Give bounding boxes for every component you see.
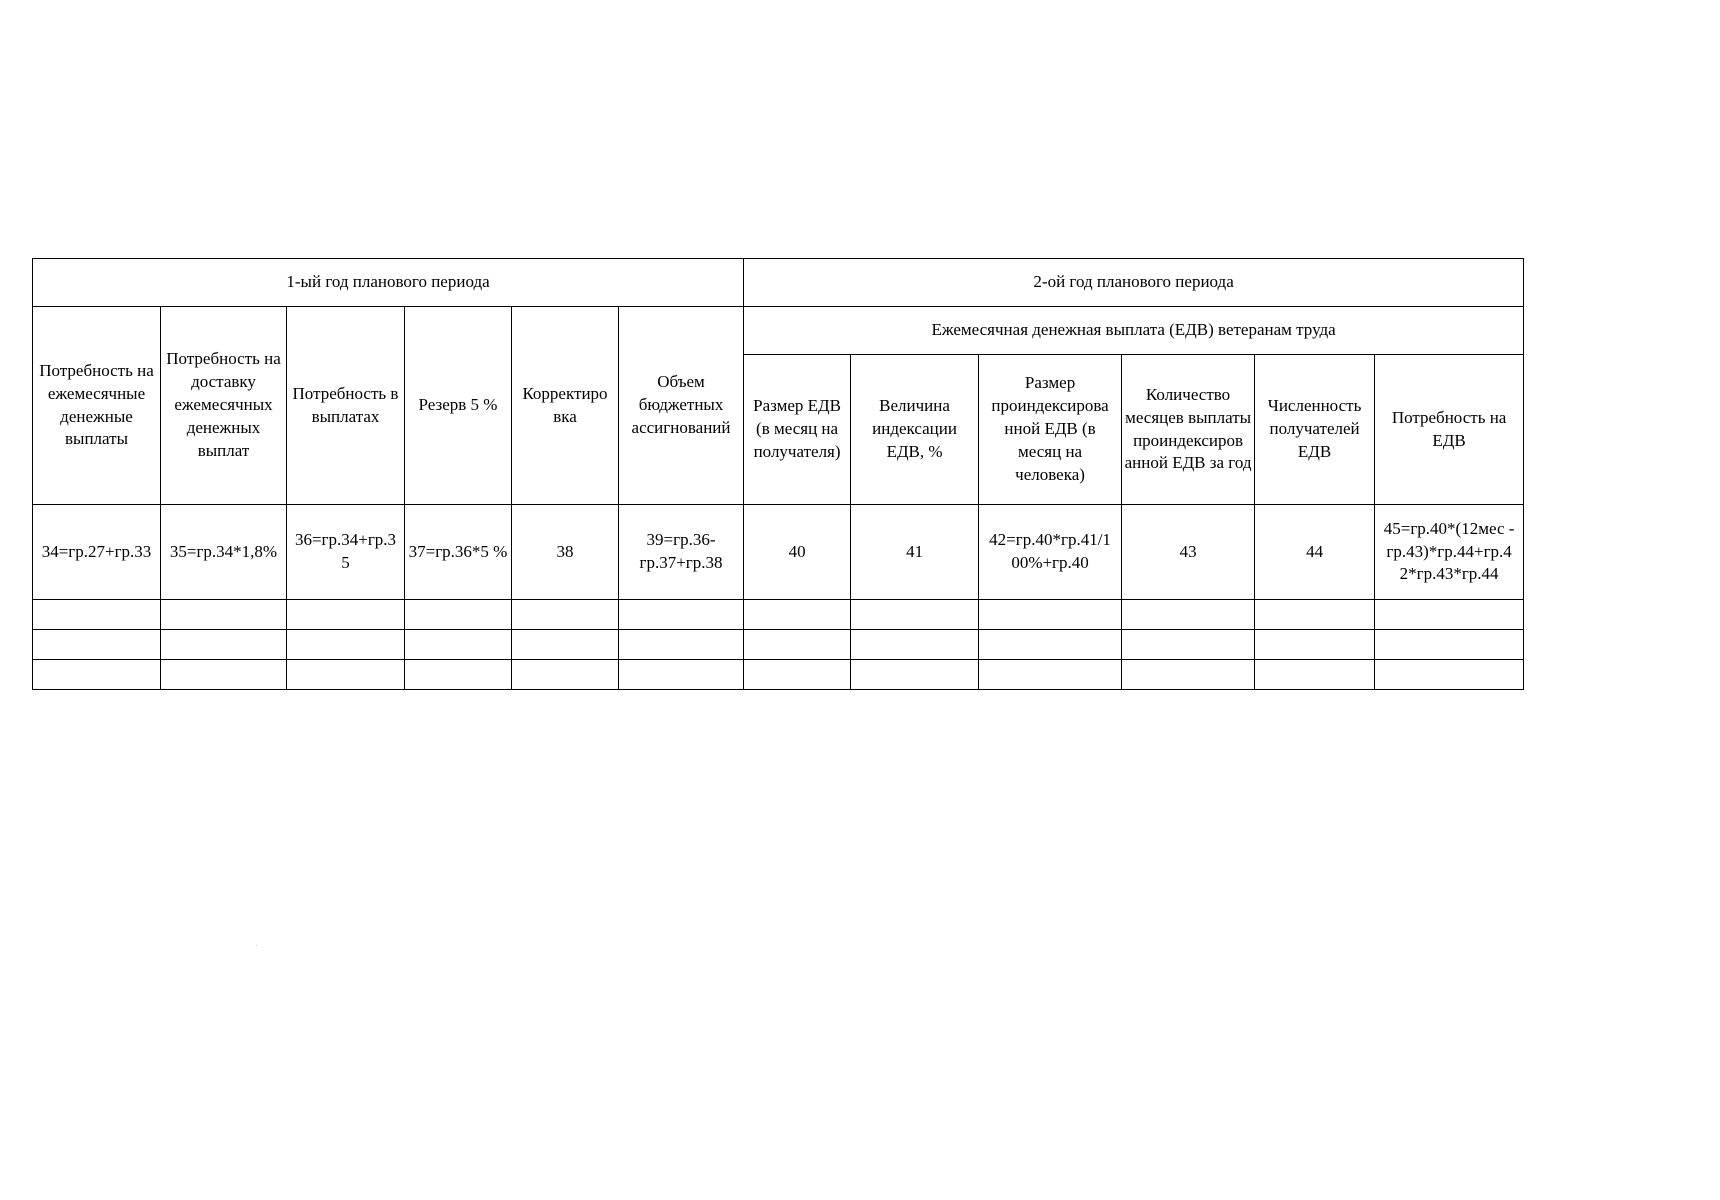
formula-cell-39: 39=гр.36-гр.37+гр.38 (619, 505, 744, 600)
empty-cell (1255, 630, 1375, 660)
scan-edge-marks (1300, 0, 1510, 4)
empty-cell (405, 660, 512, 690)
col-header-36: Потребность в выплатах (287, 307, 405, 505)
budget-table (32, 258, 1524, 690)
formula-cell-40: 40 (744, 505, 851, 600)
empty-cell (851, 660, 979, 690)
empty-cell (1122, 600, 1255, 630)
empty-cell (405, 600, 512, 630)
col-header-41: Величина индексации ЕДВ, % (851, 355, 979, 505)
empty-cell (1255, 660, 1375, 690)
empty-cell (161, 660, 287, 690)
empty-cell (1122, 630, 1255, 660)
empty-cell (619, 660, 744, 690)
formula-cell-37: 37=гр.36*5 % (405, 505, 512, 600)
table-row (33, 600, 1524, 630)
scan-speck (256, 945, 257, 946)
empty-cell (851, 630, 979, 660)
empty-cell (161, 630, 287, 660)
empty-cell (512, 600, 619, 630)
empty-cell (33, 630, 161, 660)
empty-cell (619, 630, 744, 660)
empty-cell (512, 660, 619, 690)
empty-cell (979, 600, 1122, 630)
formula-cell-35: 35=гр.34*1,8% (161, 505, 287, 600)
col-header-39: Объем бюджетных ассигнований (619, 307, 744, 505)
empty-cell (287, 600, 405, 630)
col-header-38: Корректиро вка (512, 307, 619, 505)
empty-cell (33, 600, 161, 630)
table-row (33, 660, 1524, 690)
formula-cell-45: 45=гр.40*(12мес - гр.43)*гр.44+гр.4 2*гр.43*гр.44 (1375, 505, 1524, 600)
empty-cell (619, 600, 744, 630)
formula-cell-42: 42=гр.40*гр.41/1 00%+гр.40 (979, 505, 1122, 600)
formula-cell-36: 36=гр.34+гр.3 5 (287, 505, 405, 600)
formula-cell-43: 43 (1122, 505, 1255, 600)
empty-cell (512, 630, 619, 660)
empty-cell (744, 660, 851, 690)
formula-cell-41: 41 (851, 505, 979, 600)
col-header-43: Количество месяцев выплаты проиндексиров анной ЕДВ за год (1122, 355, 1255, 505)
empty-cell (1122, 660, 1255, 690)
group-year1-header: 1-ый год планового периода (33, 259, 744, 307)
col-header-35: Потребность на доставку ежемесячных денежных выплат (161, 307, 287, 505)
header-row-groups (33, 259, 1524, 307)
formula-cell-44: 44 (1255, 505, 1375, 600)
empty-cell (287, 660, 405, 690)
empty-cell (1375, 630, 1524, 660)
empty-cell (744, 630, 851, 660)
empty-cell (1375, 660, 1524, 690)
formula-row (33, 505, 1524, 600)
header-row-edv (33, 307, 1524, 355)
empty-cell (33, 660, 161, 690)
col-header-45: Потребность на ЕДВ (1375, 355, 1524, 505)
empty-cell (744, 600, 851, 630)
empty-cell (979, 660, 1122, 690)
empty-cell (161, 600, 287, 630)
empty-cell (1255, 600, 1375, 630)
col-header-44: Численность получателей ЕДВ (1255, 355, 1375, 505)
empty-cell (1375, 600, 1524, 630)
empty-cell (979, 630, 1122, 660)
col-header-40: Размер ЕДВ (в месяц на получателя) (744, 355, 851, 505)
col-header-34: Потребность на ежемесячные денежные выплаты (33, 307, 161, 505)
formula-cell-38: 38 (512, 505, 619, 600)
empty-cell (287, 630, 405, 660)
col-header-42: Размер проиндексирова нной ЕДВ (в месяц на человека) (979, 355, 1122, 505)
empty-cell (405, 630, 512, 660)
edv-group-header: Ежемесячная денежная выплата (ЕДВ) ветеранам труда (744, 307, 1524, 355)
empty-cell (851, 600, 979, 630)
col-header-37: Резерв 5 % (405, 307, 512, 505)
table-row (33, 630, 1524, 660)
formula-cell-34: 34=гр.27+гр.33 (33, 505, 161, 600)
group-year2-header: 2-ой год планового периода (744, 259, 1524, 307)
